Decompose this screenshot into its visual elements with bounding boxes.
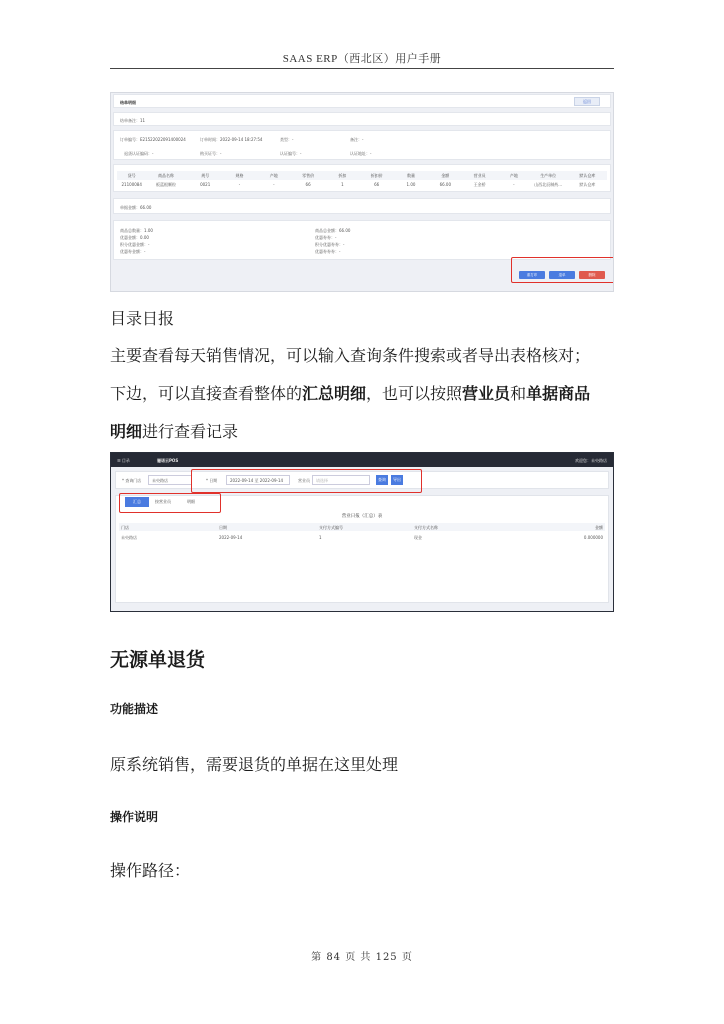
para-text: 下边，可以直接查看整体的 [110,384,303,403]
col-header: 商品名称 [158,173,174,178]
operation-path: 操作路径： [110,861,191,880]
cert-addr: 认证地址：- [350,151,372,156]
para-text: ，也可以按照 [366,384,463,403]
para-bold-items: 单据商品 [526,384,591,403]
cell: 板蓝根颗粒 [156,182,176,187]
report-table-header [119,523,605,531]
tabs-highlight-box [119,493,221,513]
export-button[interactable]: 导出 [391,475,403,485]
search-button[interactable]: 查询 [376,475,388,485]
col-header: 折扣 [338,173,347,178]
section-heading-daily-report: 目录日报 [110,309,175,328]
para-text: 和 [510,384,527,403]
cell: 山西北辰制药... [534,182,563,187]
header-divider [110,68,614,69]
cell: 1 [319,535,322,540]
cell: 66.00 [439,182,452,187]
para-bold-summary: 汇总明细 [302,384,367,403]
clerk-label: 营业员 [298,478,310,483]
section-heading-no-source-return: 无源单退货 [110,649,206,671]
reprint-button[interactable]: 重打印 [519,271,545,279]
note-bar [113,112,611,126]
paragraph-line-2 [110,381,590,404]
cell: 0.000000 [583,535,603,540]
pos-report-screenshot [110,452,614,612]
table-row [119,533,605,541]
summary-panel [113,220,611,260]
function-description: 原系统销售，需要退货的单据在这里处理 [110,755,399,774]
table-row [117,180,607,189]
cell: 1.00 [406,182,416,187]
tab-by-clerk[interactable]: 按营业员 [155,499,171,504]
store-select[interactable]: 未央路店 [148,475,192,485]
report-title: 营业日报（汇总）表 [341,514,383,519]
summary-left-1: 优惠金额：0.00 [120,235,149,240]
cert-no: 认证编号：- [280,151,302,156]
order-detail-screenshot [110,92,614,292]
cell: 0021 [200,182,211,187]
date-range-picker[interactable]: 2022-09-14 至 2022-09-14 [226,475,290,485]
col-header: 产地 [509,173,518,178]
order-info-panel [113,130,611,160]
buyer-id: 购买证号：- [200,151,222,156]
query-highlight-box [191,469,422,493]
cell: 未央路店 [121,535,137,540]
col-header: 货号 [127,173,136,178]
total-amount: 单据金额：66.00 [120,205,152,210]
col-header: 折扣价 [370,173,383,178]
col-header: 营业员 [473,173,486,178]
clerk-select[interactable]: 请选择 [312,475,370,485]
pos-topbar [111,453,613,467]
order-time: 订单时间：2022-09-14 18:27:54 [200,137,263,142]
user-label: 欢迎您：未央路店 [575,458,607,463]
paragraph-line-1: 主要查看每天销售情况，可以输入查询条件搜索或者导出表格核对； [110,346,591,365]
col-header: 产地 [269,173,278,178]
paragraph-line-3 [110,419,238,442]
col-header: 规格 [235,173,244,178]
cell: - [273,182,275,187]
page-footer: 第 84 页 共 125 页 [311,952,413,963]
cell: - [238,182,241,187]
cell: 默认仓库 [579,182,596,187]
menu-button[interactable]: ☰ 目录 [117,458,130,463]
delete-button[interactable]: 删除 [579,271,605,279]
col-header: 规号 [201,173,210,178]
para-bold-detail: 明细 [110,422,143,441]
order-type: 类型：- [280,137,294,142]
col-header: 支付方式编号 [319,525,343,530]
para-bold-clerk: 营业员 [462,384,511,403]
col-header: 门店 [121,525,129,530]
cell: 66 [374,182,380,187]
back-button[interactable]: 返回 [574,97,600,106]
summary-left-0: 商品总数量：1.00 [120,228,153,233]
store-label: * 查询门店 [122,478,142,483]
order-note: 结单备注：11 [120,118,146,123]
col-header: 日期 [219,525,227,530]
page-header: SAAS ERP（西北区）用户手册 [282,53,442,65]
order-no: 订单编号：E21522022091400024 [120,137,186,142]
col-header: 零售价 [302,173,315,178]
cell: - [513,182,515,187]
summary-left-2: 积分优惠金额：- [120,242,150,247]
summary-right-3: 优惠券券券：- [315,249,341,254]
col-header: 支付方式名称 [414,525,438,530]
summary-right-0: 商品总金额：66.00 [315,228,351,233]
summary-right-2: 积分优惠券券：- [315,242,345,247]
buttons-highlight-box [511,257,614,283]
summary-right-1: 优惠券券：- [315,235,337,240]
col-header: 生产单位 [540,173,557,178]
return-id: 退货认证编码：- [124,151,154,156]
cell: 现金 [414,535,422,540]
cell: 1 [341,182,344,187]
summary-left-3: 优惠券金额：- [120,249,146,254]
col-header: 默认仓库 [579,173,596,178]
subheading-operation: 操作说明 [110,810,159,824]
cell: 21100084 [121,182,142,187]
detail-title-bar [113,94,611,108]
cell: 2022-09-14 [219,535,243,540]
date-label: * 日期 [206,478,218,483]
refund-button[interactable]: 退单 [549,271,575,279]
tab-summary[interactable]: 汇总 [125,497,149,507]
cell: 66 [305,182,311,187]
tab-detail[interactable]: 明细 [187,499,195,504]
detail-title: 结单明细 [120,100,136,105]
subheading-function: 功能描述 [110,702,159,716]
col-header: 金额 [595,525,603,530]
col-header: 金额 [441,173,450,178]
goods-table-header [117,171,607,180]
cell: 王金桥 [473,182,486,187]
brand-logo: 骊诺云POS [157,458,179,463]
total-bar [113,198,611,214]
order-remark: 备注：- [350,137,364,142]
col-header: 数量 [407,173,415,178]
para-text: 进行查看记录 [142,422,239,441]
